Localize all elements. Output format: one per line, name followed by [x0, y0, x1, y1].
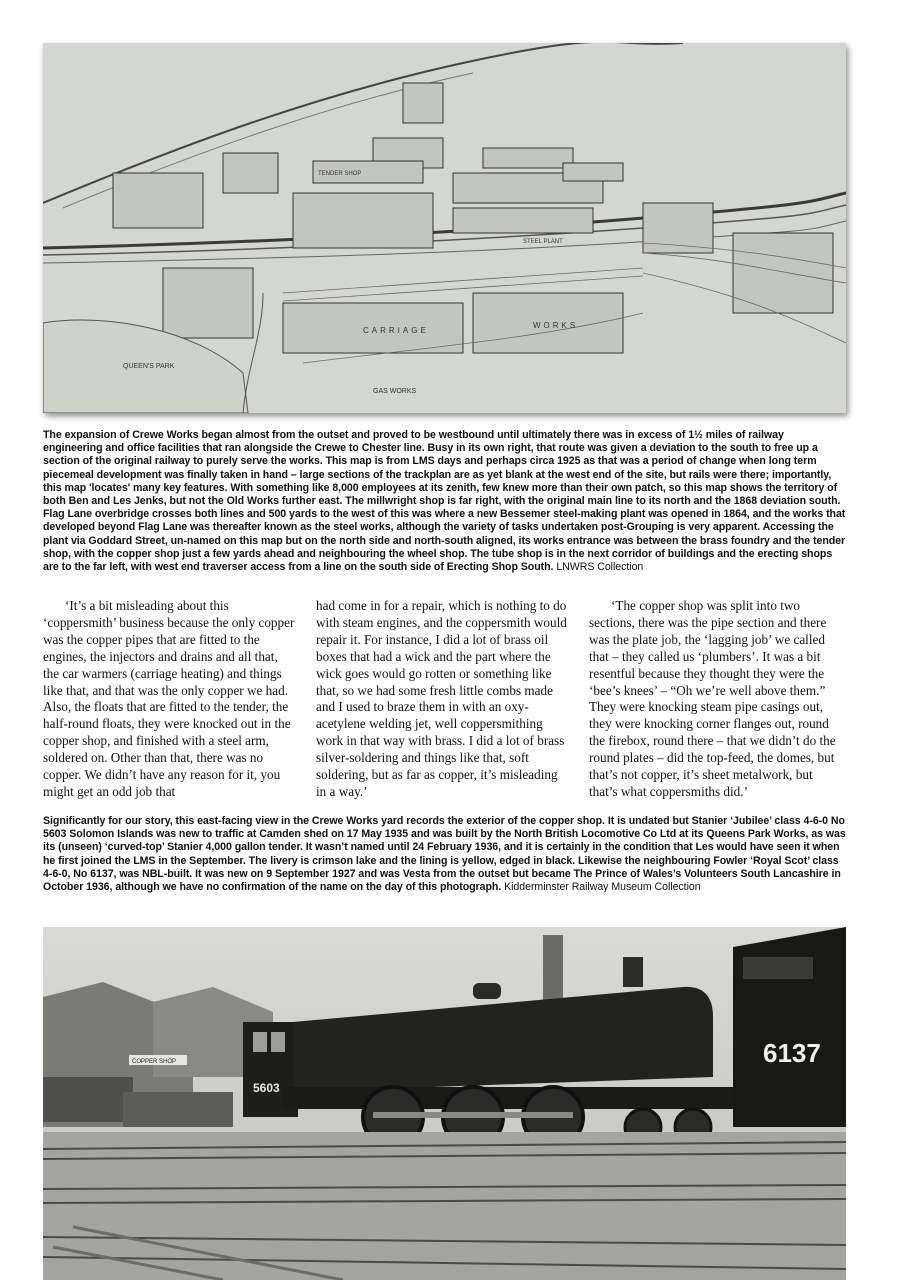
- map-caption: [43, 429, 846, 574]
- photo-caption: [43, 815, 846, 894]
- works-map-image: [43, 43, 846, 413]
- locomotive-photo-drawing: [43, 927, 846, 1280]
- works-label: WORKS: [533, 321, 579, 330]
- tender-shop-label: TENDER SHOP: [318, 171, 362, 177]
- map-caption-credit: LNWRS Collection: [556, 561, 644, 574]
- body-column-2: [316, 598, 568, 801]
- body-paragraph-1: ‘It’s a bit misleading about this ‘coppersmith’ business because the only copper was the copper pipes that are fitted to the engines, the injectors and drains and all that, the car warmers (carriage heating) and things like that, and that was the only copper we had. Also, the floats that are fitted to the tender, the half-round floats, they were knocked out in the copper shop, and finished with a steel arm, soldered on. Other than that, there was no copper. We didn’t have any reason for it, you might get an odd job that: [43, 598, 295, 799]
- loco-number-right: 6137: [763, 1038, 821, 1068]
- gas-works-label: GAS WORKS: [373, 388, 417, 395]
- body-column-3: [589, 598, 841, 801]
- copper-shop-sign: COPPER SHOP: [132, 1059, 177, 1065]
- locomotive-photo: [43, 927, 846, 1280]
- body-column-1: [43, 598, 295, 801]
- map-caption-text: The expansion of Crewe Works began almost from the outset and proved to be westbound until ultimately there was in excess of 1½ miles of railway engineering and office facilities that ran alongside the Crewe to Chester line. Busy in its own right, that route was given a deviation to the south to free up a section of the original railway to purely serve the works. This map is from LMS days and perhaps circa 1925 as that was a period of change when long term piecemeal development was finally taken in hand – large sections of the trackplan are as yet blank at the west end of the site, but rails were there; importantly, this map 'locates' many key features. With something like 8,000 employees at its zenith, few knew more than their own patch, so this map shows the territory of both Ben and Les Jenks, but not the Old Works further east. The millwright shop is far right, with the original main line to its north and the 1868 deviation south. Flag Lane overbridge crosses both lines and 500 yards to the west of this was where a new Bessemer steel-making plant was opened in 1864, and the works that developed beyond Flag Lane was thereafter known as the steel works, although the variety of tasks undertaken post-Grouping is very apparent. Accessing the plant via Goddard Street, un-named on this map but on the north side and north-south aligned, its works entrance was between the brass foundry and the tender shop, with the copper shop just a few yards ahead and neighbouring the wheel shop. The tube shop is in the next corridor of buildings and the erecting shops are to the far left, with west end traverser access from a line on the south side of Erecting Shop South.: [43, 429, 846, 574]
- photo-caption-text: Significantly for our story, this east-facing view in the Crewe Works yard records the exterior of the copper shop. It is undated but Stanier ‘Jubilee’ class 4-6-0 No 5603 Solomon Islands was new to traffic at Camden shed on 17 May 1935 and was built by the North British Locomotive Co Ltd at its Queens Park Works, as was its (unseen) ‘curved-top’ Stanier 4,000 gallon tender. It wasn’t named until 24 February 1936, and it is certainly in the condition that Les would have seen it when he first joined the LMS in the September. The livery is crimson lake and the lining is yellow, edged in black. Likewise the neighbouring Fowler ‘Royal Scot’ class 4-6-0, No 6137, was NBL-built. It was new on 9 September 1927 and was Vesta from the outset but became The Prince of Wales’s Volunteers South Lancashire in October 1936, although we have no confirmation of the name on the day of this photograph.: [43, 815, 846, 894]
- body-paragraph-2: had come in for a repair, which is nothing to do with steam engines, and the coppersmith would repair it. For instance, I did a lot of brass oil boxes that had a wick and the part where the wick goes would go rotten or something like that, so we had some fresh little combs made and I used to braze them in with an oxy-acetylene welding jet, well coppersmithing work in that way with brass. I did a lot of brass silver-soldering and things like that, soft soldering, but as far as copper, it’s misleading in a way.’: [316, 598, 567, 799]
- locomotive-6137: [733, 927, 846, 1127]
- body-paragraph-3: ‘The copper shop was split into two sections, there was the pipe section and there was the plate job, the ‘lagging job’ we called that – they called us ‘plumbers’. It was a bit resentful because they thought they were the ‘bee’s knees’ – “Oh we’re well above them.” They were knocking steam pipe casings out, they were knocking corner flanges out, round the firebox, round there – that we didn’t do the round plates – did the top-feed, the domes, but that’s not copper, it’s sheet metalwork, but that’s what coppersmiths did.’: [589, 598, 836, 799]
- carriage-label: CARRIAGE: [363, 326, 429, 335]
- photo-caption-credit: Kidderminster Railway Museum Collection: [504, 881, 701, 894]
- loco-number-left: 5603: [253, 1081, 280, 1095]
- steel-plant-label: STEEL PLANT: [523, 239, 563, 245]
- works-map-drawing: [43, 43, 846, 413]
- queens-park-label: QUEEN'S PARK: [123, 363, 175, 370]
